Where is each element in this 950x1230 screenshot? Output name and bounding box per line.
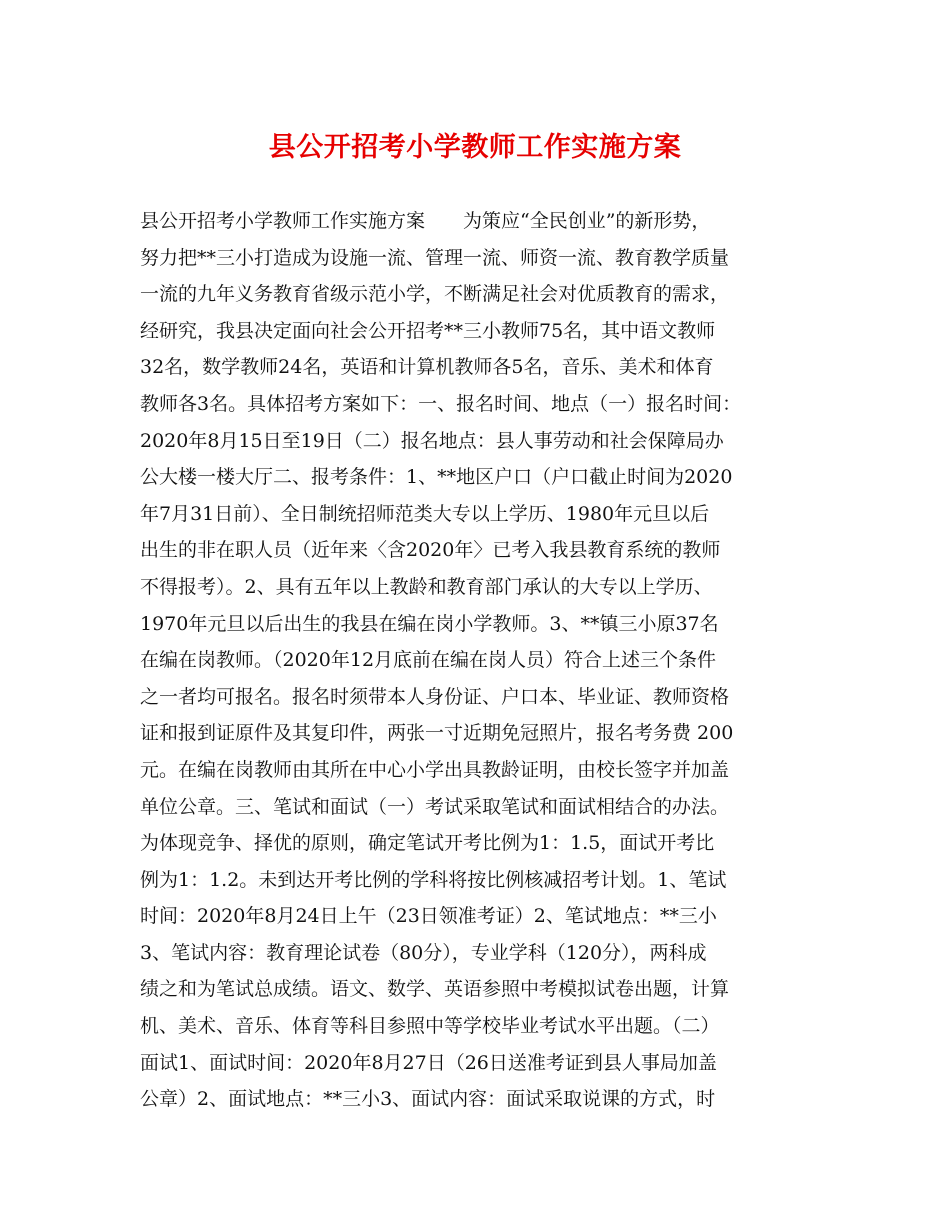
body-line: 绩之和为笔试总成绩。语文、数学、英语参照中考模拟试卷出题，计算 <box>140 978 730 1001</box>
body-line: 2020年8月15日至19日（二）报名地点：县人事劳动和社会保障局办 <box>140 429 724 452</box>
body-line: 经研究，我县决定面向社会公开招考**三小教师75名，其中语文教师 <box>140 319 716 342</box>
body-line: 一流的九年义务教育省级示范小学，不断满足社会对优质教育的需求， <box>140 283 730 306</box>
body-line: 在编在岗教师。（2020年12月底前在编在岗人员）符合上述三个条件 <box>140 649 717 672</box>
body-line: 时间：2020年8月24日上午（23日领准考证）2、笔试地点：**三小 <box>140 905 717 928</box>
body-line: 证和报到证原件及其复印件，两张一寸近期免冠照片，报名考务费 200 <box>140 722 734 745</box>
document-body <box>140 203 830 1118</box>
body-line: 努力把**三小打造成为设施一流、管理一流、师资一流、教育教学质量 <box>140 246 730 269</box>
body-line: 公大楼一楼大厅二、报考条件：1、**地区户口（户口截止时间为2020 <box>140 466 733 489</box>
body-line: 32名，数学教师24名，英语和计算机教师各5名，音乐、美术和体育 <box>140 356 714 379</box>
body-line: 面试1、面试时间：2020年8月27日（26日送准考证到县人事局加盖 <box>140 1051 717 1074</box>
body-line: 3、笔试内容：教育理论试卷（80分），专业学科（120分），两科成 <box>140 941 707 964</box>
body-line: 县公开招考小学教师工作实施方案 为策应“全民创业”的新形势， <box>140 210 711 232</box>
body-line: 教师各3名。具体招考方案如下：一、报名时间、地点（一）报名时间： <box>140 392 742 415</box>
body-line: 1970年元旦以后出生的我县在编在岗小学教师。3、**镇三小原37名 <box>140 612 719 635</box>
body-line: 年7月31日前）、全日制统招师范类大专以上学历、1980年元旦以后 <box>140 502 710 525</box>
body-line: 单位公章。三、笔试和面试（一）考试采取笔试和面试相结合的办法。 <box>140 795 730 818</box>
document-title: 县公开招考小学教师工作实施方案 <box>268 132 682 163</box>
body-line: 元。在编在岗教师由其所在中心小学出具教龄证明，由校长签字并加盖 <box>140 758 730 781</box>
body-line: 之一者均可报名。报名时须带本人身份证、户口本、毕业证、教师资格 <box>140 685 730 708</box>
body-line: 机、美术、音乐、体育等科目参照中等学校毕业考试水平出题。（二） <box>140 1015 720 1038</box>
body-line: 为体现竞争、择优的原则，确定笔试开考比例为1：1.5，面试开考比 <box>140 832 715 855</box>
body-line: 公章）2、面试地点：**三小3、面试内容：面试采取说课的方式，时 <box>140 1088 716 1111</box>
body-line: 不得报考）。2、具有五年以上教龄和教育部门承认的大专以上学历、 <box>140 575 713 598</box>
body-line: 例为1：1.2。未到达开考比例的学科将按比例核减招考计划。1、笔试 <box>140 868 727 891</box>
body-line: 出生的非在职人员（近年来〈含2020年〉已考入我县教育系统的教师 <box>140 539 721 562</box>
